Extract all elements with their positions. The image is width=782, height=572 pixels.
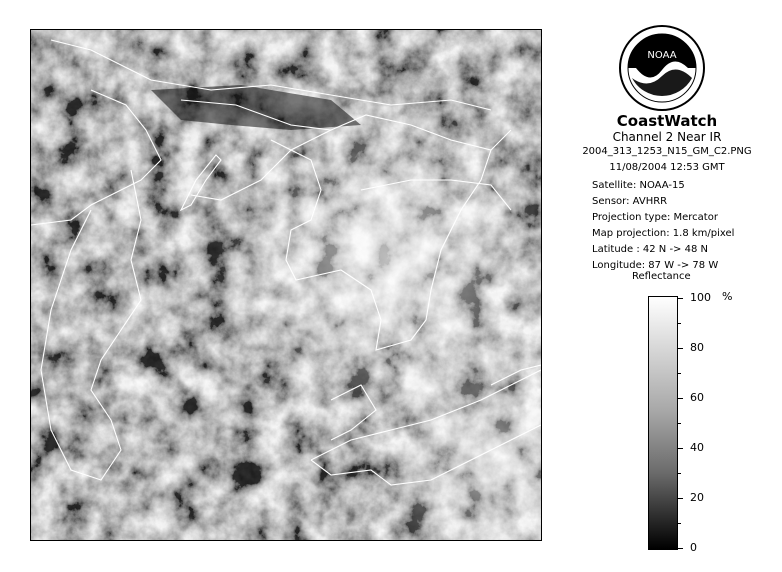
product-title: CoastWatch — [616, 112, 718, 130]
satellite-image-panel — [30, 29, 542, 541]
colorbar-minor-tick — [678, 373, 681, 374]
reflectance-colorbar — [648, 296, 678, 550]
latitude-label: Latitude : 42 N -> 48 N — [592, 244, 708, 255]
colorbar-tick-label: 80 — [690, 341, 704, 354]
projection-type-label: Projection type: Mercator — [592, 212, 718, 223]
colorbar-minor-tick — [678, 423, 681, 424]
filename-label: 2004_313_1253_N15_GM_C2.PNG — [582, 146, 752, 157]
colorbar-tick-label: 100 — [690, 291, 711, 304]
colorbar-minor-tick — [678, 473, 681, 474]
colorbar-tick-label: 0 — [690, 541, 697, 554]
logo-text: NOAA — [647, 50, 677, 61]
longitude-label: Longitude: 87 W -> 78 W — [592, 260, 719, 271]
channel-label: Channel 2 Near IR — [612, 130, 722, 144]
satellite-label: Satellite: NOAA-15 — [592, 180, 685, 191]
colorbar-tick-label: 60 — [690, 391, 704, 404]
colorbar-title: Reflectance — [632, 271, 691, 282]
colorbar-minor-tick — [678, 298, 681, 299]
colorbar-minor-tick — [678, 548, 681, 549]
colorbar-minor-tick — [678, 448, 681, 449]
colorbar-tick-label: 20 — [690, 491, 704, 504]
datetime-label: 11/08/2004 12:53 GMT — [609, 162, 725, 173]
colorbar-minor-tick — [678, 523, 681, 524]
colorbar-minor-tick — [678, 398, 681, 399]
colorbar-minor-tick — [678, 323, 681, 324]
satellite-image — [31, 30, 541, 540]
colorbar-minor-tick — [678, 348, 681, 349]
sensor-label: Sensor: AVHRR — [592, 196, 668, 207]
map-projection-label: Map projection: 1.8 km/pixel — [592, 228, 735, 239]
noaa-logo — [618, 24, 706, 112]
colorbar-tick-label: 40 — [690, 441, 704, 454]
colorbar-minor-tick — [678, 498, 681, 499]
colorbar-unit: % — [722, 290, 733, 303]
